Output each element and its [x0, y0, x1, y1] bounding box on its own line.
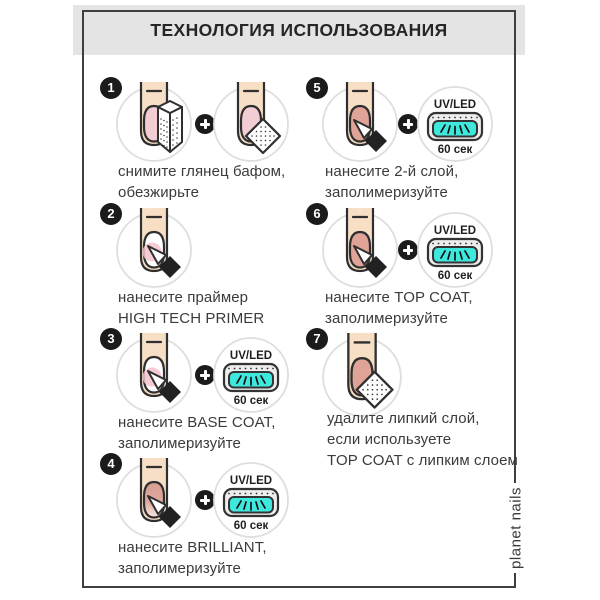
- lamp-duration-label: 60 сек: [233, 395, 269, 407]
- step-caption: [325, 161, 458, 203]
- step-caption: [118, 412, 276, 454]
- step-number-badge: 3: [100, 328, 122, 350]
- step-number-badge: 6: [306, 203, 328, 225]
- uv-lamp-illustration: [415, 82, 495, 162]
- nail-brush-illustration: [114, 208, 194, 288]
- step-number-badge: 1: [100, 77, 122, 99]
- caption-line: HIGH TECH PRIMER: [118, 310, 265, 327]
- uv-lamp-icon: [224, 489, 278, 516]
- caption-line: TOP COAT с липким слоем: [327, 452, 518, 469]
- uv-lamp-illustration: [211, 458, 291, 538]
- step-number-badge: 4: [100, 453, 122, 475]
- brand-text: planet nails: [507, 487, 525, 569]
- nail-brush-illustration: [114, 333, 194, 413]
- step-caption: [118, 287, 264, 329]
- caption-line: заполимеризуйте: [325, 310, 448, 327]
- caption-line: нанесите BASE COAT,: [118, 414, 276, 431]
- step-caption: [118, 161, 285, 203]
- step-number-badge: 2: [100, 203, 122, 225]
- caption-line: снимите глянец бафом,: [118, 163, 286, 180]
- caption-line: заполимеризуйте: [118, 435, 241, 452]
- lamp-type-label: UV/LED: [229, 350, 273, 362]
- step-number-badge: 7: [306, 328, 328, 350]
- uv-lamp-icon: [428, 239, 482, 266]
- step-number-badge: 5: [306, 77, 328, 99]
- lamp-duration-label: 60 сек: [437, 144, 473, 156]
- nail-wipe-illustration: [320, 333, 404, 417]
- nail-brush-illustration: [114, 458, 194, 538]
- buffer-icon: [158, 101, 182, 152]
- lamp-duration-label: 60 сек: [233, 520, 269, 532]
- nail-brush-illustration: [320, 208, 400, 288]
- nail-buffer-illustration: [114, 82, 194, 162]
- lamp-duration-label: 60 сек: [437, 270, 473, 282]
- caption-line: обезжирьте: [118, 184, 200, 201]
- caption-line: нанесите BRILLIANT,: [118, 539, 267, 556]
- uv-lamp-illustration: [211, 333, 291, 413]
- caption-line: если используете: [327, 431, 452, 448]
- page-title: ТЕХНОЛОГИЯ ИСПОЛЬЗОВАНИЯ: [150, 20, 448, 40]
- caption-line: заполимеризуйте: [325, 184, 448, 201]
- lamp-type-label: UV/LED: [433, 99, 477, 111]
- nail-wipe-illustration: [211, 82, 291, 162]
- step-caption: [327, 408, 518, 471]
- caption-line: удалите липкий слой,: [327, 410, 480, 427]
- uv-lamp-illustration: [415, 208, 495, 288]
- step-caption: [118, 537, 267, 579]
- nail-brush-illustration: [320, 82, 400, 162]
- lamp-type-label: UV/LED: [433, 225, 477, 237]
- caption-line: заполимеризуйте: [118, 560, 241, 577]
- brand-logo: [506, 483, 526, 573]
- caption-line: нанесите праймер: [118, 289, 249, 306]
- caption-line: нанесите 2-й слой,: [325, 163, 459, 180]
- uv-lamp-icon: [428, 113, 482, 140]
- lamp-type-label: UV/LED: [229, 475, 273, 487]
- caption-line: нанесите TOP COAT,: [325, 289, 473, 306]
- step-caption: [325, 287, 473, 329]
- uv-lamp-icon: [224, 364, 278, 391]
